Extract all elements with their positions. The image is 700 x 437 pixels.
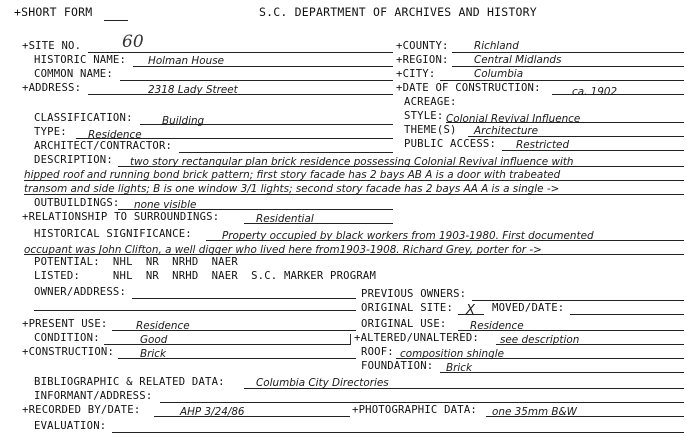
previous-owners-label: PREVIOUS OWNERS: bbox=[361, 288, 467, 300]
description-label: DESCRIPTION: bbox=[34, 154, 113, 166]
historic-name-value: Holman House bbox=[148, 55, 224, 67]
evaluation-line bbox=[112, 432, 684, 433]
moved-date-line bbox=[570, 314, 684, 315]
city-label: +CITY: bbox=[396, 68, 436, 80]
address-line bbox=[88, 94, 393, 95]
condition-mark bbox=[350, 334, 351, 345]
historic-name-label: HISTORIC NAME: bbox=[34, 54, 127, 66]
site-no-label: +SITE NO. bbox=[22, 40, 82, 52]
owner-address-label: OWNER/ADDRESS: bbox=[34, 286, 127, 298]
common-name-label: COMMON NAME: bbox=[34, 68, 113, 80]
classification-value: Building bbox=[162, 115, 205, 127]
listed-label: LISTED: NHL NR NRHD NAER S.C. MARKER PROGRAM bbox=[34, 270, 377, 282]
construction-value: Brick bbox=[140, 348, 167, 360]
site-no-value: 60 bbox=[122, 32, 144, 52]
construction-label: +CONSTRUCTION: bbox=[22, 346, 115, 358]
bibliographic-value: Columbia City Directories bbox=[256, 377, 389, 389]
condition-label: CONDITION: bbox=[34, 332, 100, 344]
photographic-label: +PHOTOGRAPHIC DATA: bbox=[352, 404, 477, 416]
region-line bbox=[452, 66, 684, 67]
foundation-line bbox=[440, 372, 684, 373]
short-form-blank bbox=[104, 20, 128, 21]
address-label: +ADDRESS: bbox=[22, 82, 82, 94]
recorded-by-label: +RECORDED BY/DATE: bbox=[22, 404, 141, 416]
significance-text-2: occupant was John Clifton, a well digger who lived here from1903-1908. Richard Grey, porter for -> bbox=[24, 244, 542, 256]
description-text-1: two story rectangular plan brick residence possessing Colonial Revival influence with bbox=[130, 156, 574, 168]
region-label: +REGION: bbox=[396, 54, 449, 66]
relationship-label: +RELATIONSHIP TO SURROUNDINGS: bbox=[22, 211, 220, 223]
architect-line bbox=[179, 152, 393, 153]
historical-significance-label: HISTORICAL SIGNIFICANCE: bbox=[34, 228, 192, 240]
previous-owners-line bbox=[472, 300, 684, 301]
theme-value: Architecture bbox=[474, 125, 539, 137]
owner-address-line-2 bbox=[34, 310, 356, 311]
altered-label: +ALTERED/UNALTERED: bbox=[354, 332, 479, 344]
bibliographic-label: BIBLIOGRAPHIC & RELATED DATA: bbox=[34, 376, 225, 388]
moved-date-label: MOVED/DATE: bbox=[492, 302, 565, 314]
city-value: Columbia bbox=[474, 68, 524, 80]
owner-address-line bbox=[132, 298, 356, 299]
original-site-value: X bbox=[466, 303, 475, 318]
present-use-value: Residence bbox=[136, 320, 190, 332]
description-text-3: transom and side lights; B is one window 3/1 lights; second story facade has 2 bays AA A is a single -> bbox=[24, 183, 560, 195]
county-label: +COUNTY: bbox=[396, 40, 449, 52]
original-site-label: ORIGINAL SITE: bbox=[361, 302, 454, 314]
significance-text-1: Property occupied by black workers from 1903-1980. First documented bbox=[222, 230, 594, 242]
informant-label: INFORMANT/ADDRESS: bbox=[34, 390, 153, 402]
evaluation-label: EVALUATION: bbox=[34, 420, 107, 432]
roof-label: ROOF: bbox=[361, 346, 394, 358]
county-value: Richland bbox=[474, 40, 519, 52]
roof-value: composition shingle bbox=[400, 348, 504, 360]
condition-value: Good bbox=[140, 334, 168, 346]
original-use-value: Residence bbox=[470, 320, 524, 332]
outbuildings-value: none visible bbox=[134, 199, 197, 211]
date-construction-label: +DATE OF CONSTRUCTION: bbox=[396, 82, 541, 94]
style-label: STYLE: bbox=[404, 110, 444, 122]
foundation-value: Brick bbox=[446, 362, 473, 374]
region-value: Central Midlands bbox=[474, 54, 562, 66]
altered-value: see description bbox=[500, 334, 580, 346]
type-value: Residence bbox=[88, 129, 142, 141]
relationship-value: Residential bbox=[256, 213, 314, 225]
city-line bbox=[440, 80, 684, 81]
recorded-by-value: AHP 3/24/86 bbox=[180, 406, 245, 418]
type-label: TYPE: bbox=[34, 126, 67, 138]
present-use-label: +PRESENT USE: bbox=[22, 318, 108, 330]
architect-label: ARCHITECT/CONTRACTOR: bbox=[34, 140, 173, 152]
photographic-value: one 35mm B&W bbox=[492, 406, 577, 418]
informant-line bbox=[160, 402, 684, 403]
classification-label: CLASSIFICATION: bbox=[34, 112, 133, 124]
common-name-line bbox=[120, 80, 393, 81]
date-construction-value: ca. 1902 bbox=[572, 86, 618, 98]
acreage-label: ACREAGE: bbox=[404, 96, 457, 108]
outbuildings-label: OUTBUILDINGS: bbox=[34, 197, 120, 209]
style-value: Colonial Revival Influence bbox=[446, 113, 581, 125]
foundation-label: FOUNDATION: bbox=[361, 360, 434, 372]
original-use-label: ORIGINAL USE: bbox=[361, 318, 447, 330]
county-line bbox=[452, 52, 684, 53]
site-no-line bbox=[88, 52, 393, 53]
address-value: 2318 Lady Street bbox=[148, 84, 238, 96]
theme-label: THEME(S) bbox=[404, 124, 457, 136]
short-form-label: +SHORT FORM bbox=[14, 5, 93, 19]
description-text-2: hipped roof and running bond brick pattern; first story facade has 2 bays AB A is a door with trabeated bbox=[24, 169, 561, 181]
public-access-value: Restricted bbox=[516, 139, 570, 151]
potential-label: POTENTIAL: NHL NR NRHD NAER bbox=[34, 256, 238, 268]
agency-title: S.C. DEPARTMENT OF ARCHIVES AND HISTORY bbox=[259, 5, 537, 19]
public-access-label: PUBLIC ACCESS: bbox=[404, 138, 497, 150]
